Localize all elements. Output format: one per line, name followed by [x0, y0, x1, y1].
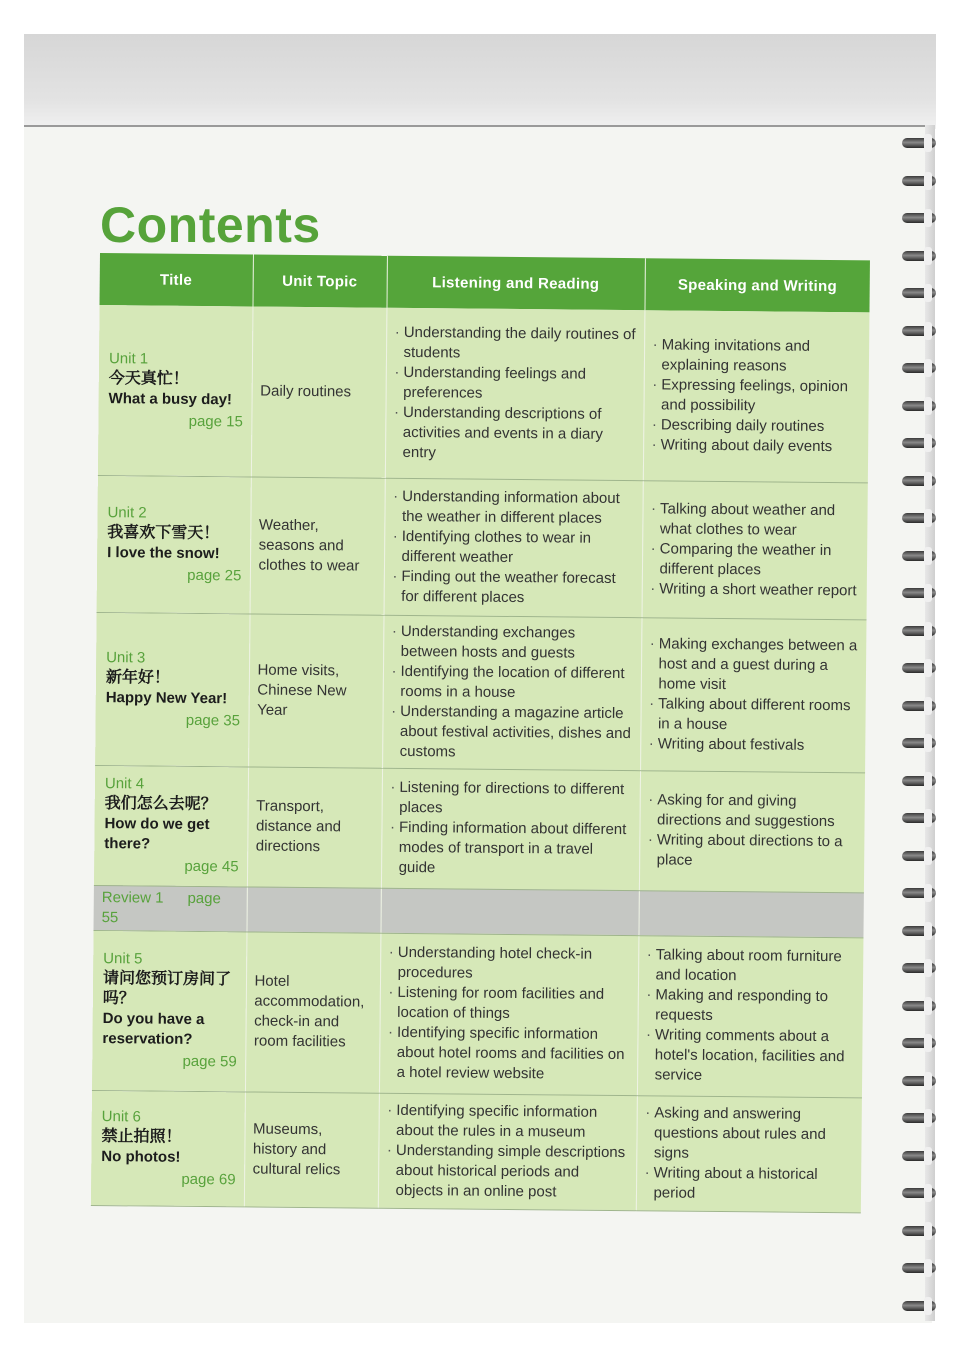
table-body	[91, 305, 870, 1212]
header-row	[100, 253, 870, 312]
spiral-ring	[902, 1113, 936, 1123]
spiral-ring	[902, 326, 936, 336]
list-item: · Understanding descriptions of activities and events in a diary entry	[394, 403, 636, 465]
unit-title-chinese: 我们怎么去呢？	[104, 795, 217, 814]
spiral-ring	[902, 401, 936, 411]
page-title: Contents	[100, 197, 321, 253]
review-cell	[94, 885, 247, 931]
listening-reading-list	[392, 486, 634, 608]
contents-table	[91, 253, 870, 1213]
spiral-ring	[902, 288, 936, 298]
spiral-ring	[902, 176, 936, 186]
spiral-ring	[902, 363, 936, 373]
unit-label: Unit 3	[106, 648, 146, 666]
list-item: · Asking and answering questions about rules and signs	[645, 1103, 854, 1165]
unit-page-number: page 59	[182, 1052, 237, 1071]
unit-title-cell	[92, 930, 247, 1091]
spiral-ring	[902, 438, 936, 448]
header-listening-reading: Listening and Reading	[386, 256, 644, 310]
listening-reading-list	[386, 1100, 628, 1202]
spiral-ring	[902, 701, 936, 711]
spiral-ring	[902, 963, 936, 973]
unit-title-english: Happy New Year!	[105, 688, 228, 707]
unit-title-english: What a busy day!	[108, 389, 233, 409]
spiral-ring	[902, 888, 936, 898]
list-item: · Writing about daily events	[652, 435, 861, 457]
unit-page-number: page 69	[181, 1170, 236, 1188]
spiral-binding	[902, 130, 942, 1320]
table-row	[92, 930, 864, 1097]
spiral-ring	[902, 626, 936, 636]
header-title: Title	[100, 253, 253, 306]
spiral-ring	[902, 1226, 936, 1236]
scan-background	[24, 34, 936, 129]
unit-title-chinese: 请问您预订房间了吗？	[102, 970, 232, 1008]
list-item: · Finding out the weather forecast for different places	[392, 566, 633, 608]
unit-topic-cell: Home visits, Chinese New Year	[248, 613, 383, 767]
unit-title-english: No photos!	[101, 1147, 181, 1166]
list-item: · Asking for and giving directions and suggestions	[648, 790, 857, 832]
list-item: · Making and responding to requests	[646, 985, 855, 1027]
list-item: · Expressing feelings, opinion and possibility	[652, 375, 861, 417]
spiral-ring	[902, 1151, 936, 1161]
spiral-ring	[902, 1038, 936, 1048]
spiral-ring	[902, 663, 936, 673]
unit-title-chinese: 我喜欢下雪天！	[107, 523, 220, 542]
list-item: · Listening for room facilities and location of things	[388, 983, 629, 1025]
unit-topic-cell: Weather, seasons and clothes to wear	[250, 476, 385, 614]
speaking-writing-list	[644, 1103, 853, 1205]
spiral-ring	[902, 851, 936, 861]
unit-topic-cell: Museums, history and cultural relics	[244, 1091, 379, 1207]
list-item: · Writing comments about a hotel's location, facilities and service	[646, 1025, 855, 1087]
spiral-ring	[902, 551, 936, 561]
list-item: · Understanding simple descriptions about historical periods and objects in an online post	[386, 1140, 628, 1202]
list-item: · Describing daily routines	[652, 415, 861, 437]
listening-reading-list	[391, 621, 633, 763]
listening-reading-list	[394, 323, 636, 465]
unit-label: Unit 4	[104, 775, 145, 793]
list-item: · Comparing the weather in different places	[650, 539, 859, 581]
spiral-ring	[902, 738, 936, 748]
list-item: · Listening for directions to different places	[390, 778, 631, 820]
list-item: · Identifying clothes to wear in different weather	[393, 526, 634, 568]
listening-reading-cell	[384, 478, 643, 617]
unit-title-chinese: 今天真忙！	[108, 369, 189, 388]
list-item: · Identifying specific information about hotel rooms and facilities on a hotel review website	[388, 1023, 630, 1085]
listening-reading-cell	[382, 615, 641, 770]
list-item: · Identifying the location of different rooms in a house	[391, 661, 632, 703]
list-item: · Writing a short weather report	[650, 579, 859, 601]
speaking-writing-cell	[643, 310, 870, 482]
header-speaking-writing: Speaking and Writing	[644, 258, 869, 312]
review-empty-cell	[246, 886, 380, 932]
list-item: · Understanding exchanges between hosts and guests	[392, 621, 633, 663]
speaking-writing-cell	[642, 480, 868, 619]
spiral-ring	[902, 251, 936, 261]
spiral-ring	[902, 926, 936, 936]
unit-title-chinese: 禁止拍照！	[101, 1127, 182, 1146]
speaking-writing-cell	[640, 617, 866, 772]
spiral-ring	[902, 776, 936, 786]
list-item: · Understanding a magazine article about festival activities, dishes and customs	[391, 701, 633, 763]
speaking-writing-list	[648, 790, 857, 872]
table-row	[98, 305, 870, 482]
list-item: · Writing about festivals	[649, 734, 858, 756]
list-item: · Talking about different rooms in a house	[649, 694, 858, 736]
speaking-writing-cell	[639, 770, 865, 892]
unit-page-number: page 35	[185, 711, 241, 729]
listening-reading-cell	[379, 933, 639, 1095]
list-item: · Identifying specific information about the rules in a museum	[387, 1100, 628, 1142]
spiral-ring	[902, 588, 936, 598]
spiral-ring	[902, 1188, 936, 1198]
spiral-ring	[902, 1301, 936, 1311]
unit-topic-cell: Hotel accommodation, check-in and room facilities	[245, 931, 381, 1092]
unit-title-english: I love the snow!	[107, 543, 220, 562]
speaking-writing-list	[646, 945, 856, 1087]
list-item: · Understanding information about the weather in different places	[393, 486, 634, 528]
unit-label: Unit 6	[101, 1107, 141, 1125]
unit-page-number: page 45	[184, 857, 239, 876]
unit-label: Unit 5	[103, 950, 143, 968]
header-unit-topic: Unit Topic	[252, 254, 386, 307]
speaking-writing-cell	[636, 1095, 862, 1212]
list-item: · Making invitations and explaining reasons	[652, 335, 861, 377]
list-item: · Understanding the daily routines of students	[394, 323, 635, 365]
list-item: · Talking about weather and what clothes to wear	[651, 499, 860, 541]
list-item: · Finding information about different modes of transport in a travel guide	[390, 818, 632, 880]
speaking-writing-list	[649, 634, 859, 756]
list-item: · Understanding feelings and preferences	[394, 363, 635, 405]
unit-page-number: page 25	[187, 566, 242, 584]
spiral-ring	[902, 138, 936, 148]
listening-reading-list	[390, 778, 632, 880]
review-empty-cell	[380, 888, 638, 935]
unit-title-cell	[95, 612, 249, 766]
table-row	[91, 1090, 862, 1212]
unit-label: Unit 2	[107, 503, 147, 521]
unit-topic-cell: Transport, distance and directions	[247, 766, 382, 887]
review-row	[94, 885, 864, 937]
unit-title-cell	[91, 1090, 245, 1206]
unit-topic-cell: Daily routines	[251, 306, 387, 477]
listening-reading-cell	[385, 308, 645, 480]
spiral-ring	[902, 1076, 936, 1086]
list-item: · Understanding hotel check-in procedures	[389, 943, 630, 985]
unit-page-number: page 15	[188, 412, 243, 431]
review-page-number: page 55	[101, 889, 221, 926]
spiral-ring	[902, 1001, 936, 1011]
list-item: · Talking about room furniture and location	[646, 945, 855, 987]
speaking-writing-list	[652, 335, 862, 457]
list-item: · Making exchanges between a host and a guest during a home visit	[649, 634, 858, 696]
spiral-ring	[902, 513, 936, 523]
unit-title-cell	[94, 765, 248, 886]
unit-title-cell	[97, 475, 251, 613]
unit-title-cell	[98, 305, 253, 476]
listening-reading-cell	[378, 1093, 637, 1210]
table-row	[94, 765, 865, 892]
speaking-writing-list	[650, 499, 859, 601]
unit-label: Unit 1	[108, 349, 149, 368]
spiral-ring	[902, 476, 936, 486]
review-empty-cell	[638, 890, 863, 937]
unit-title-chinese: 新年好！	[105, 668, 171, 687]
unit-title-english: Do you have a reservation?	[102, 1010, 205, 1048]
spiral-ring	[902, 213, 936, 223]
table-row	[97, 475, 868, 619]
review-label: Review 1	[101, 888, 164, 907]
listening-reading-cell	[381, 768, 640, 890]
unit-title-english: How do we get there?	[104, 815, 210, 853]
list-item: · Writing about directions to a place	[648, 830, 857, 872]
listening-reading-list	[388, 943, 630, 1085]
table-row	[95, 612, 866, 772]
list-item: · Writing about a historical period	[644, 1163, 853, 1205]
spiral-ring	[902, 1263, 936, 1273]
spiral-ring	[902, 813, 936, 823]
speaking-writing-cell	[637, 935, 864, 1097]
